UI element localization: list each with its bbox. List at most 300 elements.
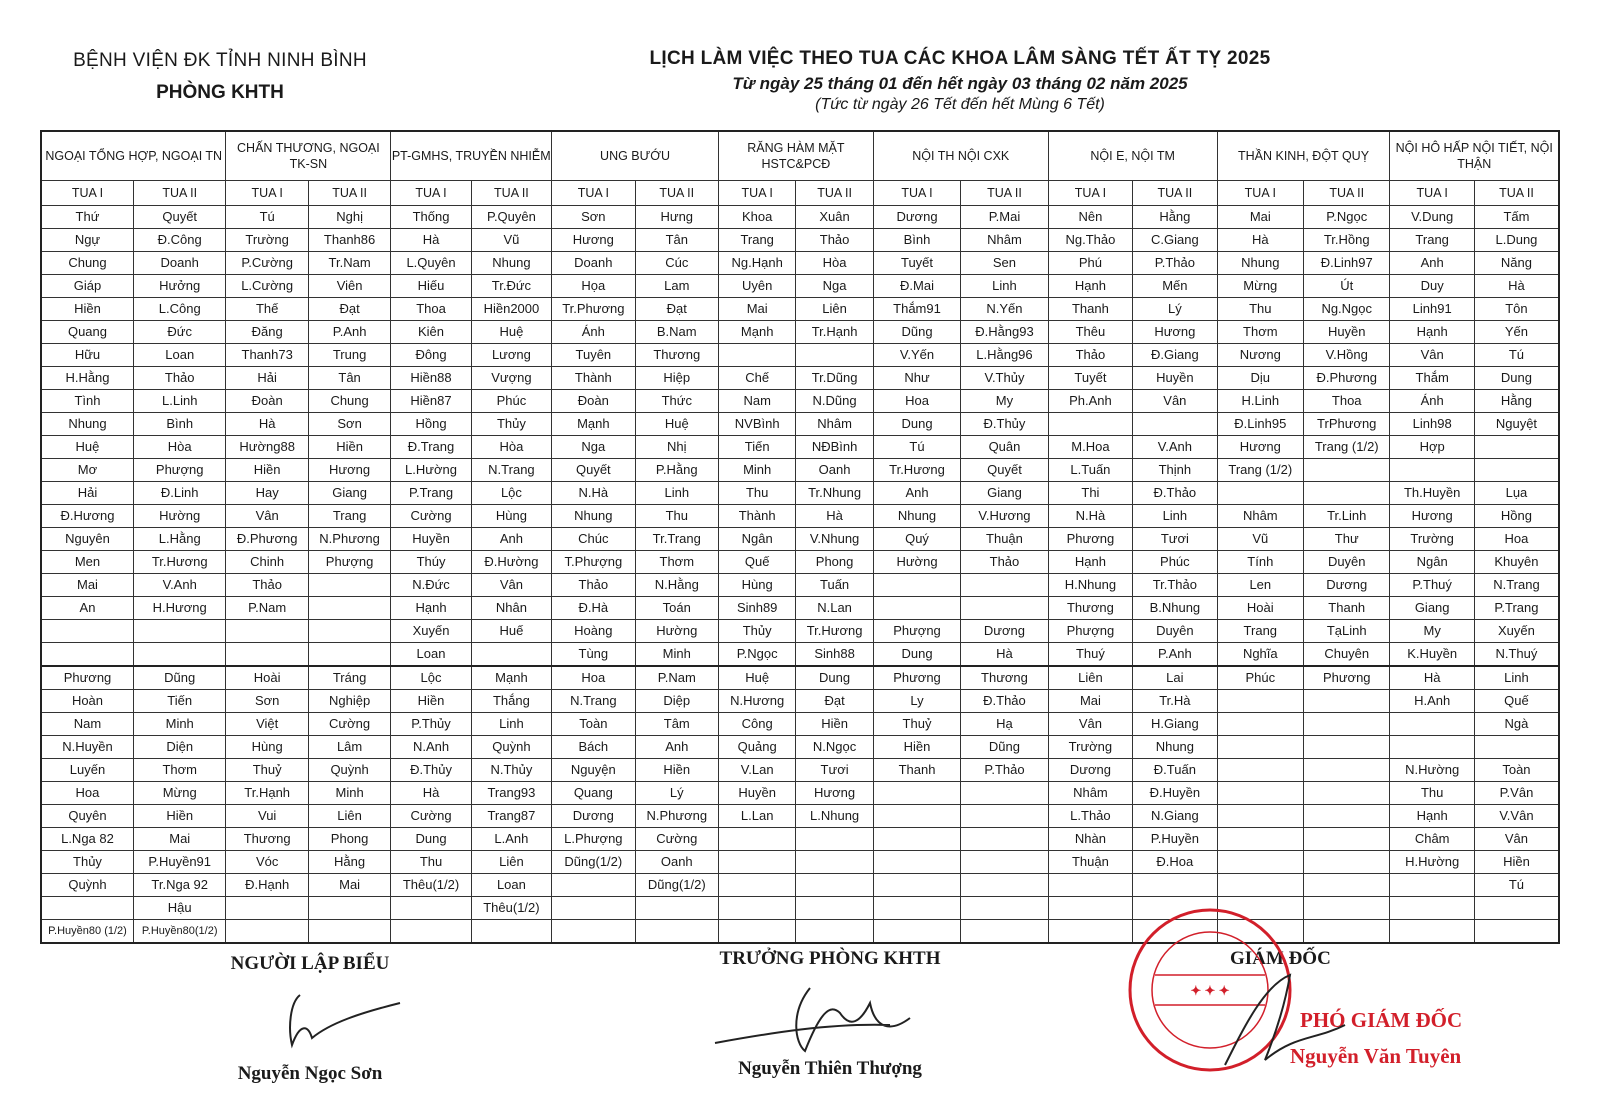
schedule-cell: Hạnh [1048, 551, 1132, 574]
shift-header: TUA II [961, 181, 1048, 206]
schedule-cell: Lý [1133, 298, 1217, 321]
schedule-row [41, 298, 1559, 321]
schedule-cell: Diện [133, 736, 225, 759]
preparer-signature-scribble [270, 983, 410, 1053]
schedule-cell: Quyết [961, 459, 1048, 482]
schedule-cell: Dương [873, 206, 960, 229]
schedule-cell: Tr.Phương [552, 298, 635, 321]
schedule-cell: Thu [635, 505, 718, 528]
schedule-cell: L.Cường [226, 275, 308, 298]
schedule-cell: Lụa [1474, 482, 1559, 505]
schedule-cell: Đ.Hương [41, 505, 133, 528]
schedule-cell: Hoài [1217, 597, 1303, 620]
schedule-row [41, 505, 1559, 528]
schedule-cell: Huệ [635, 413, 718, 436]
schedule-cell [1474, 897, 1559, 920]
schedule-cell [635, 897, 718, 920]
schedule-cell: Đ.Hà [552, 597, 635, 620]
schedule-cell: Nam [718, 390, 795, 413]
schedule-cell: N.Hà [1048, 505, 1132, 528]
schedule-cell: L.Hằng [133, 528, 225, 551]
schedule-cell: Quyết [133, 206, 225, 229]
schedule-cell: Họa [552, 275, 635, 298]
schedule-cell: Nhung [873, 505, 960, 528]
schedule-cell: N.Thuý [1474, 643, 1559, 667]
schedule-cell: Thương [961, 666, 1048, 690]
schedule-cell: Hiệp [635, 367, 718, 390]
schedule-cell: Minh [635, 643, 718, 667]
schedule-cell: V.Lan [718, 759, 795, 782]
schedule-cell: Uyên [718, 275, 795, 298]
schedule-cell: Tùng [552, 643, 635, 667]
schedule-cell: L.Anh [471, 828, 551, 851]
schedule-cell: Hiền [873, 736, 960, 759]
schedule-cell: Ngân [1390, 551, 1474, 574]
schedule-cell: Vóc [226, 851, 308, 874]
schedule-cell: Dũng [873, 321, 960, 344]
schedule-cell [1304, 713, 1390, 736]
schedule-cell: Quyết [552, 459, 635, 482]
schedule-cell [961, 805, 1048, 828]
schedule-cell: P.Ngọc [718, 643, 795, 667]
schedule-cell: Tr.Hạnh [226, 782, 308, 805]
schedule-cell: Hường [133, 505, 225, 528]
schedule-cell: Ng.Hạnh [718, 252, 795, 275]
schedule-cell [1304, 920, 1390, 944]
schedule-cell: Huệ [41, 436, 133, 459]
schedule-cell: Thảo [1048, 344, 1132, 367]
schedule-cell [308, 920, 390, 944]
schedule-cell: Lai [1133, 666, 1217, 690]
schedule-cell: Tr.Nga 92 [133, 874, 225, 897]
schedule-cell [961, 597, 1048, 620]
schedule-cell: Tươi [796, 759, 873, 782]
schedule-cell: L.Lan [718, 805, 795, 828]
schedule-cell: Ánh [1390, 390, 1474, 413]
schedule-cell [1474, 436, 1559, 459]
schedule-cell: Giang [308, 482, 390, 505]
schedule-cell: Thành [552, 367, 635, 390]
schedule-cell: Ngà [1474, 713, 1559, 736]
schedule-cell [1048, 874, 1132, 897]
schedule-cell [873, 805, 960, 828]
schedule-cell: P.Trang [1474, 597, 1559, 620]
schedule-row [41, 874, 1559, 897]
schedule-cell: V.Dung [1390, 206, 1474, 229]
schedule-cell: Tr.Dũng [796, 367, 873, 390]
schedule-cell: Trang [718, 229, 795, 252]
schedule-cell: Tính [1217, 551, 1303, 574]
schedule-cell: My [1390, 620, 1474, 643]
schedule-cell: Đ.Mai [873, 275, 960, 298]
schedule-cell: Thúy [391, 551, 471, 574]
schedule-cell: Thêu(1/2) [471, 897, 551, 920]
schedule-cell: P.Huyền91 [133, 851, 225, 874]
schedule-cell: Thuý [1048, 643, 1132, 667]
schedule-cell [1390, 713, 1474, 736]
schedule-cell: Vân [471, 574, 551, 597]
schedule-cell: Nghiệp [308, 690, 390, 713]
schedule-cell: Tú [1474, 344, 1559, 367]
schedule-cell: B.Nam [635, 321, 718, 344]
schedule-cell [133, 620, 225, 643]
schedule-row [41, 482, 1559, 505]
schedule-cell: Tấm [1474, 206, 1559, 229]
schedule-cell: Hằng [1133, 206, 1217, 229]
schedule-cell [1390, 897, 1474, 920]
schedule-cell: Mạnh [471, 666, 551, 690]
schedule-cell: Huyền [1304, 321, 1390, 344]
schedule-row [41, 782, 1559, 805]
schedule-cell: Đ.Phương [226, 528, 308, 551]
schedule-cell: Vân [1474, 828, 1559, 851]
head-role: TRƯỞNG PHÒNG KHTH [719, 948, 941, 969]
schedule-cell [226, 897, 308, 920]
schedule-cell: Hữu [41, 344, 133, 367]
schedule-cell: Tâm [635, 713, 718, 736]
schedule-cell: N.Anh [391, 736, 471, 759]
schedule-cell: Minh [718, 459, 795, 482]
schedule-row [41, 643, 1559, 667]
shift-header: TUA I [41, 181, 133, 206]
schedule-cell [226, 620, 308, 643]
schedule-cell: Mến [1133, 275, 1217, 298]
schedule-cell: N.Lan [796, 597, 873, 620]
shift-header: TUA II [471, 181, 551, 206]
schedule-cell [308, 897, 390, 920]
schedule-cell: TrPhương [1304, 413, 1390, 436]
schedule-cell: Hường [635, 620, 718, 643]
schedule-cell: Hiền [1474, 851, 1559, 874]
schedule-cell: Hà [391, 229, 471, 252]
schedule-cell: Hường88 [226, 436, 308, 459]
schedule-cell: Thế [226, 298, 308, 321]
schedule-cell: Hạnh [1390, 805, 1474, 828]
schedule-cell: Cúc [635, 252, 718, 275]
schedule-cell: P.Trang [391, 482, 471, 505]
department-header: UNG BƯỚU [552, 131, 719, 181]
schedule-cell [718, 344, 795, 367]
deputy-role: PHÓ GIÁM ĐỐC [1300, 1008, 1463, 1032]
schedule-cell: Hiền88 [391, 367, 471, 390]
schedule-cell: Hà [226, 413, 308, 436]
shift-header: TUA I [718, 181, 795, 206]
schedule-row [41, 828, 1559, 851]
schedule-cell: Phong [796, 551, 873, 574]
schedule-cell: Thơm [635, 551, 718, 574]
schedule-cell: K.Huyền [1390, 643, 1474, 667]
schedule-cell: Phương [41, 666, 133, 690]
schedule-cell: V.Hương [961, 505, 1048, 528]
schedule-cell: Vũ [1217, 528, 1303, 551]
schedule-cell: Quân [961, 436, 1048, 459]
schedule-cell: Hà [1217, 229, 1303, 252]
schedule-cell: Út [1304, 275, 1390, 298]
schedule-cell: Liên [1048, 666, 1132, 690]
schedule-row [41, 736, 1559, 759]
schedule-cell: L.Nhung [796, 805, 873, 828]
head-signature-block [700, 948, 960, 1079]
shift-header: TUA I [1217, 181, 1303, 206]
schedule-cell: Thảo [961, 551, 1048, 574]
schedule-cell [1474, 920, 1559, 944]
schedule-cell: Đ.Hường [471, 551, 551, 574]
shift-header: TUA I [1390, 181, 1474, 206]
schedule-cell: V.Yến [873, 344, 960, 367]
schedule-cell: Thanh [1304, 597, 1390, 620]
schedule-cell [1217, 874, 1303, 897]
schedule-cell: Hiền [391, 690, 471, 713]
shift-header: TUA I [1048, 181, 1132, 206]
schedule-cell: Hà [796, 505, 873, 528]
schedule-cell: Cường [391, 505, 471, 528]
schedule-cell: Hiền [41, 298, 133, 321]
department-header: NGOẠI TỔNG HỢP, NGOẠI TN [41, 131, 226, 181]
schedule-cell: Tr.Hà [1133, 690, 1217, 713]
schedule-cell: Thảo [133, 367, 225, 390]
schedule-cell: Quỳnh [308, 759, 390, 782]
schedule-cell [1217, 713, 1303, 736]
schedule-cell [961, 851, 1048, 874]
schedule-cell [552, 874, 635, 897]
schedule-cell [226, 920, 308, 944]
schedule-row [41, 344, 1559, 367]
schedule-cell: Hạ [961, 713, 1048, 736]
schedule-cell: Lam [635, 275, 718, 298]
schedule-cell [1304, 851, 1390, 874]
schedule-cell: Hưng [635, 206, 718, 229]
schedule-cell: Nương [1217, 344, 1303, 367]
schedule-cell: Quyên [41, 805, 133, 828]
schedule-cell: Hương [552, 229, 635, 252]
schedule-cell: Vân [1133, 390, 1217, 413]
schedule-cell: Đ.Huyền [1133, 782, 1217, 805]
schedule-cell: Minh [133, 713, 225, 736]
schedule-cell: Quỳnh [471, 736, 551, 759]
schedule-cell [873, 828, 960, 851]
schedule-cell: H.Hằng [41, 367, 133, 390]
schedule-cell: Oanh [635, 851, 718, 874]
schedule-cell: Khuyên [1474, 551, 1559, 574]
schedule-cell: Bách [552, 736, 635, 759]
shift-header: TUA II [1133, 181, 1217, 206]
schedule-cell: Đạt [796, 690, 873, 713]
schedule-cell: Hợp [1390, 436, 1474, 459]
schedule-cell [1133, 874, 1217, 897]
schedule-cell [961, 828, 1048, 851]
schedule-row [41, 229, 1559, 252]
schedule-cell [1217, 782, 1303, 805]
schedule-cell: N.Dũng [796, 390, 873, 413]
schedule-row [41, 690, 1559, 713]
schedule-cell [1390, 920, 1474, 944]
schedule-cell [1390, 874, 1474, 897]
schedule-cell: Đ.Linh95 [1217, 413, 1303, 436]
schedule-cell: Quế [718, 551, 795, 574]
schedule-cell: Hiếu [391, 275, 471, 298]
schedule-cell: Trang87 [471, 805, 551, 828]
schedule-cell: Chung [308, 390, 390, 413]
schedule-cell: Chúc [552, 528, 635, 551]
schedule-cell: N.Hương [718, 690, 795, 713]
shift-header-row [41, 181, 1559, 206]
schedule-cell: P.Huyền80(1/2) [133, 920, 225, 944]
schedule-cell: Ly [873, 690, 960, 713]
department-header: NỘI HÔ HẤP NỘI TIẾT, NỘI THẬN [1390, 131, 1559, 181]
schedule-cell: N.Trang [1474, 574, 1559, 597]
schedule-cell: Hường [873, 551, 960, 574]
schedule-cell: Chế [718, 367, 795, 390]
schedule-row [41, 321, 1559, 344]
schedule-cell: Hưởng [133, 275, 225, 298]
schedule-cell: Thu [718, 482, 795, 505]
schedule-cell: Thêu(1/2) [391, 874, 471, 897]
schedule-cell: Chinh [226, 551, 308, 574]
schedule-cell: Nguyện [552, 759, 635, 782]
schedule-cell: Thống [391, 206, 471, 229]
schedule-cell [1390, 459, 1474, 482]
schedule-cell: L.Hường [391, 459, 471, 482]
schedule-cell [1304, 690, 1390, 713]
schedule-cell: Doanh [552, 252, 635, 275]
schedule-cell: Huệ [718, 666, 795, 690]
schedule-cell: Hòa [133, 436, 225, 459]
schedule-cell: C.Giang [1133, 229, 1217, 252]
schedule-cell: N.Giang [1133, 805, 1217, 828]
schedule-cell [796, 828, 873, 851]
schedule-cell: Thành [718, 505, 795, 528]
schedule-cell: Thi [1048, 482, 1132, 505]
schedule-cell [1048, 897, 1132, 920]
schedule-cell: Đ.Linh97 [1304, 252, 1390, 275]
schedule-row [41, 897, 1559, 920]
head-signature-scribble [710, 973, 950, 1063]
schedule-cell: Tươi [1133, 528, 1217, 551]
schedule-cell: Đ.Tuấn [1133, 759, 1217, 782]
schedule-cell [308, 620, 390, 643]
schedule-cell: L.Dung [1474, 229, 1559, 252]
schedule-cell: Toàn [1474, 759, 1559, 782]
schedule-cell [718, 828, 795, 851]
schedule-cell: Tr.Đức [471, 275, 551, 298]
schedule-cell: Tr.Nam [308, 252, 390, 275]
shift-header: TUA I [391, 181, 471, 206]
schedule-cell: Đ.Thủy [391, 759, 471, 782]
schedule-cell [873, 782, 960, 805]
schedule-cell: Trường [226, 229, 308, 252]
schedule-cell: Liên [308, 805, 390, 828]
schedule-row [41, 620, 1559, 643]
schedule-cell: N.Ngọc [796, 736, 873, 759]
schedule-cell: Tình [41, 390, 133, 413]
schedule-cell: Anh [635, 736, 718, 759]
shift-header: TUA II [1304, 181, 1390, 206]
schedule-cell: Đ.Thảo [961, 690, 1048, 713]
schedule-row [41, 574, 1559, 597]
schedule-cell: P.Vân [1474, 782, 1559, 805]
schedule-cell: N.Thủy [471, 759, 551, 782]
schedule-cell [133, 643, 225, 667]
schedule-cell: P.Anh [308, 321, 390, 344]
schedule-cell: Mạnh [718, 321, 795, 344]
schedule-cell: Men [41, 551, 133, 574]
schedule-cell [1217, 736, 1303, 759]
schedule-row [41, 851, 1559, 874]
schedule-cell [308, 574, 390, 597]
schedule-cell: Tr.Trang [635, 528, 718, 551]
schedule-cell: Linh [961, 275, 1048, 298]
schedule-cell [1304, 736, 1390, 759]
schedule-cell: Viên [308, 275, 390, 298]
schedule-cell: P.Huyền80 (1/2) [41, 920, 133, 944]
schedule-cell: Đ.Hằng93 [961, 321, 1048, 344]
schedule-cell: Hồng [391, 413, 471, 436]
schedule-cell: Ng.Ngọc [1304, 298, 1390, 321]
schedule-cell [1217, 690, 1303, 713]
schedule-cell [308, 643, 390, 667]
schedule-cell: Xuyến [391, 620, 471, 643]
schedule-cell [1474, 459, 1559, 482]
schedule-cell: Hay [226, 482, 308, 505]
department-header: NỘI E, NỘI TM [1048, 131, 1217, 181]
schedule-row [41, 666, 1559, 690]
schedule-cell: Nam [41, 713, 133, 736]
schedule-cell: Hà [1474, 275, 1559, 298]
hospital-header [70, 50, 370, 104]
schedule-cell: Phúc [471, 390, 551, 413]
schedule-cell: Hiền87 [391, 390, 471, 413]
schedule-cell: M.Hoa [1048, 436, 1132, 459]
schedule-cell: Hiền [796, 713, 873, 736]
schedule-cell: Hoa [1474, 528, 1559, 551]
schedule-cell: V.Anh [133, 574, 225, 597]
schedule-cell [873, 874, 960, 897]
schedule-cell: Công [718, 713, 795, 736]
schedule-cell: L.Quyên [391, 252, 471, 275]
department-header: RĂNG HÀM MẶT HSTC&PCĐ [718, 131, 873, 181]
schedule-cell: Oanh [796, 459, 873, 482]
schedule-cell: P.Cường [226, 252, 308, 275]
shift-header: TUA II [796, 181, 873, 206]
schedule-cell: Thủy [471, 413, 551, 436]
schedule-cell: Nhung [471, 252, 551, 275]
schedule-cell: H.Nhung [1048, 574, 1132, 597]
schedule-cell [635, 920, 718, 944]
schedule-cell: My [961, 390, 1048, 413]
schedule-cell [1217, 482, 1303, 505]
schedule-cell: B.Nhung [1133, 597, 1217, 620]
schedule-cell: Hòa [471, 436, 551, 459]
schedule-row [41, 367, 1559, 390]
schedule-cell: Linh98 [1390, 413, 1474, 436]
schedule-cell: Mai [718, 298, 795, 321]
schedule-cell: Đ.Thảo [1133, 482, 1217, 505]
document-title-block [600, 48, 1320, 114]
schedule-cell: Thắm91 [873, 298, 960, 321]
schedule-cell: Lộc [471, 482, 551, 505]
schedule-cell: Tân [635, 229, 718, 252]
schedule-cell: Thức [635, 390, 718, 413]
schedule-cell: T.Phượng [552, 551, 635, 574]
schedule-cell: Thanh [873, 759, 960, 782]
schedule-cell: V.Thủy [961, 367, 1048, 390]
schedule-cell: Hằng [308, 851, 390, 874]
schedule-cell: Mai [41, 574, 133, 597]
schedule-cell: Huyền [718, 782, 795, 805]
schedule-cell: Huệ [471, 321, 551, 344]
schedule-cell: Huyền [1133, 367, 1217, 390]
preparer-role: NGƯỜI LẬP BIỂU [230, 953, 390, 974]
